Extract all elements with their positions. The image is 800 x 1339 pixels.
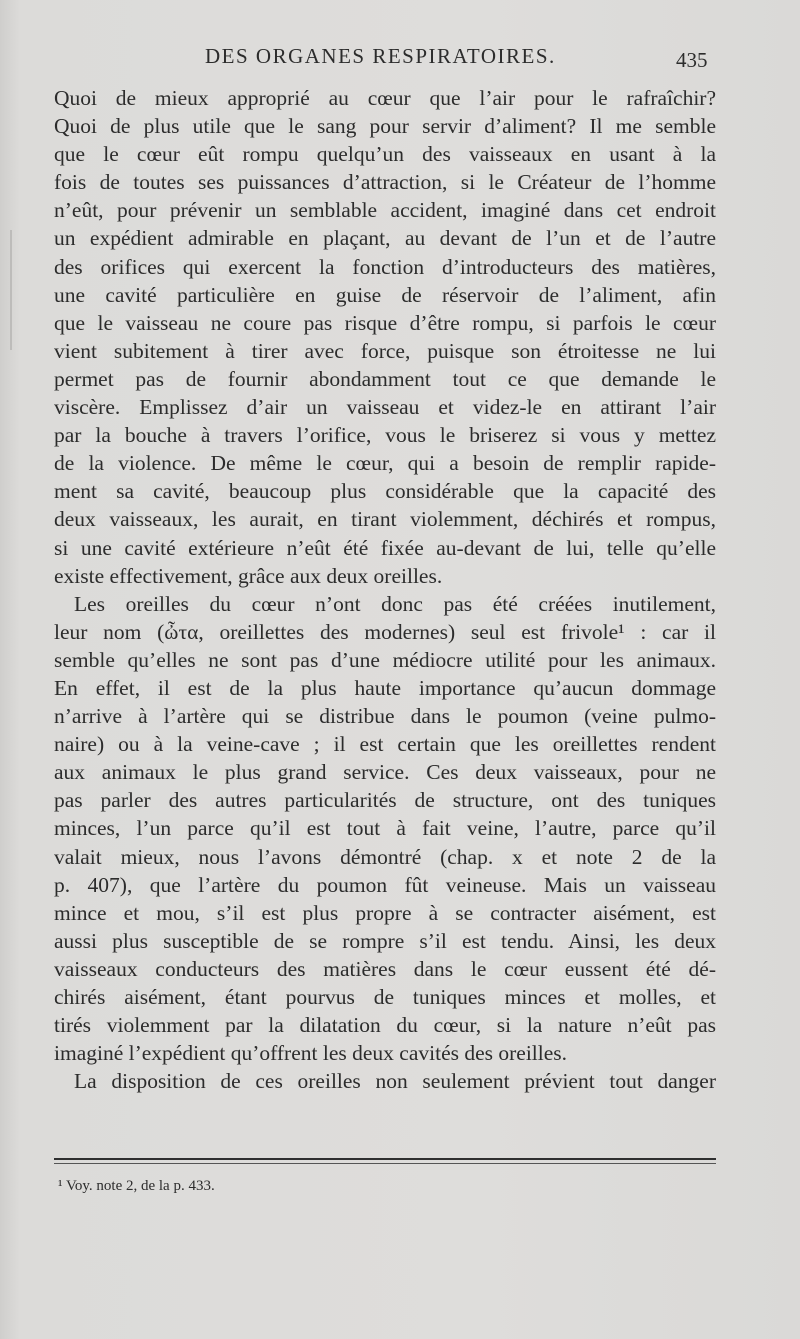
text-line: viscère. Emplissez d’air un vaisseau et videz-le en attirant l’air	[54, 395, 716, 420]
text-line: semble qu’elles ne sont pas d’une médiocre utilité pour les animaux.	[54, 647, 716, 672]
text-line: valait mieux, nous l’avons démontré (chap. x et note 2 de la	[54, 844, 716, 869]
page-number: 435	[676, 48, 708, 72]
text-line: que le cœur eût rompu quelqu’un des vaisseaux en usant à la	[54, 142, 716, 167]
text-line: p. 407), que l’artère du poumon fût veineuse. Mais un vaisseau	[54, 872, 716, 897]
text-line: Quoi de mieux approprié au cœur que l’air pour le rafraîchir?	[54, 86, 716, 110]
text-line: chirés aisément, étant pourvus de tuniques minces et molles, et	[54, 985, 716, 1009]
text-line: des orifices qui exercent la fonction d’introducteurs des matières,	[54, 254, 716, 279]
text-line: vaisseaux conducteurs des matières dans le cœur eussent été dé-	[54, 956, 716, 981]
text-line: que le vaisseau ne coure pas risque d’être rompu, si parfois le cœur	[54, 310, 716, 335]
text-line: leur nom (ὦτα, oreillettes des modernes) seul est frivole¹ : car il	[54, 619, 716, 644]
text-line: mince et mou, s’il est plus propre à se contracter aisément, est	[54, 900, 716, 925]
text-line: n’arrive à l’artère qui se distribue dans le poumon (veine pulmo-	[54, 704, 716, 729]
text-line: Les oreilles du cœur n’ont donc pas été créées inutilement,	[74, 591, 716, 616]
text-line: permet pas de fournir abondamment tout ce que demande le	[54, 366, 716, 391]
text-line: vient subitement à tirer avec force, puisque son étroitesse ne lui	[54, 338, 716, 363]
text-line: Quoi de plus utile que le sang pour servir d’aliment? Il me semble	[54, 114, 716, 139]
text-line: n’eût, pour prévenir un semblable accident, imaginé dans cet endroit	[54, 198, 716, 223]
text-line: pas parler des autres particularités de structure, ont des tuniques	[54, 788, 716, 813]
text-line: minces, l’un parce qu’il est tout à fait veine, l’autre, parce qu’il	[54, 816, 716, 841]
text-line: La disposition de ces oreilles non seulement prévient tout danger	[74, 1069, 716, 1094]
text-line: par la bouche à travers l’orifice, vous le briserez si vous y mettez	[54, 423, 716, 448]
text-line: aussi plus susceptible de se rompre s’il est tendu. Ainsi, les deux	[54, 928, 716, 953]
text-line: si une cavité extérieure n’eût été fixée au-devant de lui, telle qu’elle	[54, 535, 716, 560]
footnote-rule	[54, 1158, 716, 1160]
text-line: aux animaux le plus grand service. Ces deux vaisseaux, pour ne	[54, 760, 716, 785]
footnote: ¹ Voy. note 2, de la p. 433.	[58, 1178, 215, 1194]
text-line: existe effectivement, grâce aux deux oreilles.	[54, 563, 443, 588]
margin-shadow	[10, 230, 12, 350]
text-line: imaginé l’expédient qu’offrent les deux cavités des oreilles.	[54, 1041, 568, 1066]
running-title: DES ORGANES RESPIRATOIRES.	[205, 44, 556, 68]
text-line: En effet, il est de la plus haute importance qu’aucun dommage	[54, 675, 716, 700]
text-line: fois de toutes ses puissances d’attraction, si le Créateur de l’homme	[54, 170, 716, 195]
text-line: de la violence. De même le cœur, qui a besoin de remplir rapide-	[54, 451, 716, 476]
text-line: un expédient admirable en plaçant, au devant de l’un et de l’autre	[54, 226, 716, 251]
text-line: ment sa cavité, beaucoup plus considérable que la capacité des	[54, 479, 716, 504]
footnote-rule-thin	[54, 1163, 716, 1164]
text-line: naire) ou à la veine-cave ; il est certain que les oreillettes rendent	[54, 732, 716, 757]
text-line: une cavité particulière en guise de réservoir de l’aliment, afin	[54, 282, 716, 307]
body-text	[54, 84, 716, 1095]
text-line: tirés violemment par la dilatation du cœur, si la nature n’eût pas	[54, 1013, 716, 1038]
text-line: deux vaisseaux, les aurait, en tirant violemment, déchirés et rompus,	[54, 507, 716, 532]
